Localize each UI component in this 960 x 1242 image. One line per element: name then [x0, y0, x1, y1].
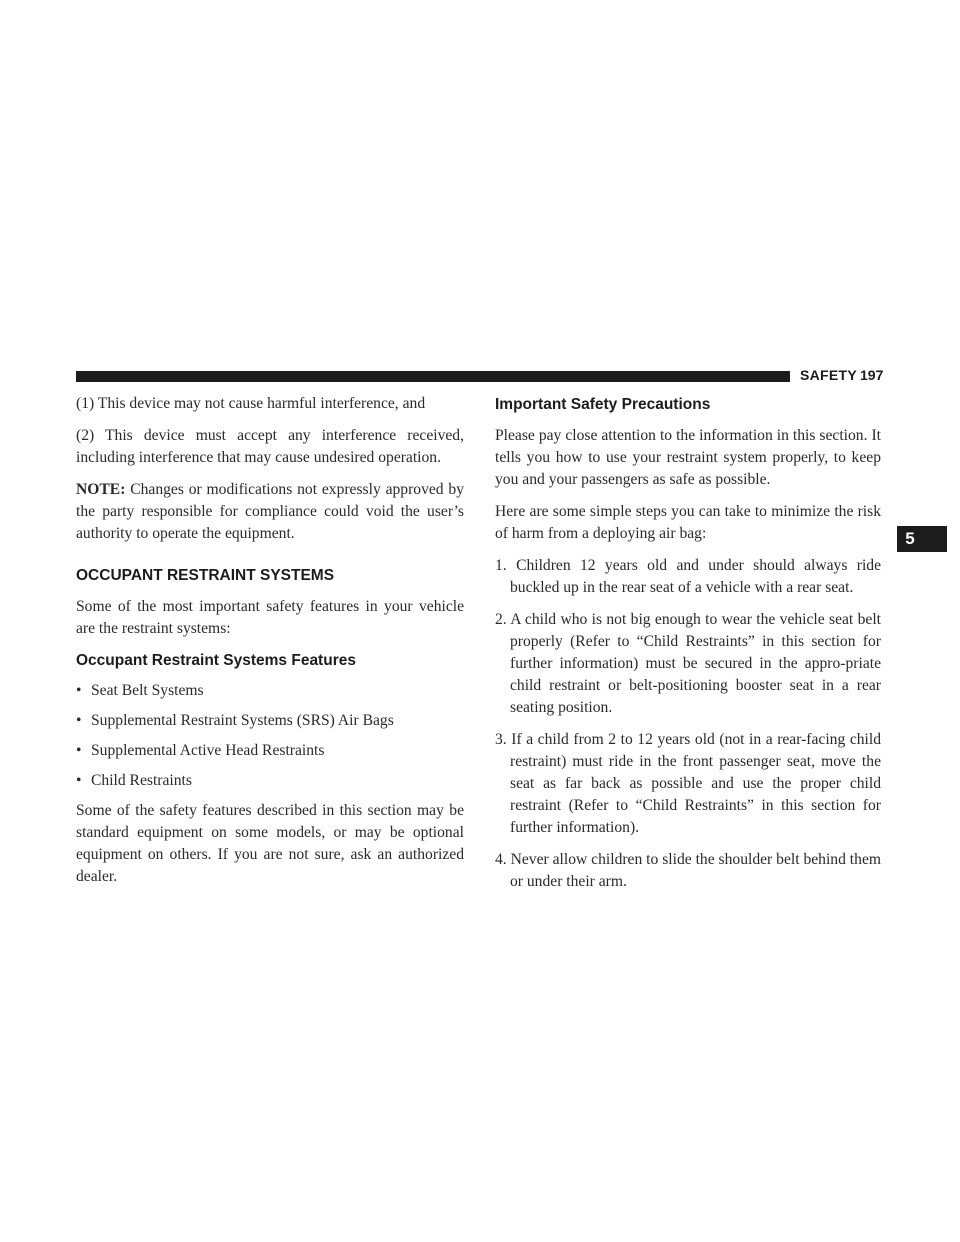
section-heading: OCCUPANT RESTRAINT SYSTEMS: [76, 567, 335, 584]
list-item: [495, 729, 881, 839]
chapter-tab: 5: [897, 526, 947, 552]
list-item: [76, 740, 464, 762]
list-item-text: Supplemental Restraint Systems (SRS) Air Bags: [91, 712, 394, 729]
list-item: [495, 609, 881, 719]
restraint-intro: Some of the most important safety features in your vehicle are the restraint systems:: [76, 598, 464, 637]
list-item-text: Child Restraints: [91, 772, 192, 789]
section-title: SAFETY: [800, 367, 858, 383]
list-item-text: Children 12 years old and under should always ride buckled up in the rear seat of a vehicle with a rear seat.: [510, 557, 881, 596]
precautions-para-1: Please pay close attention to the information in this section. It tells you how to use your restraint system properly, to keep you and your passengers as safe as possible.: [495, 427, 881, 488]
bullet-icon: •: [76, 712, 82, 729]
header-rule: [76, 371, 790, 382]
left-column: [76, 393, 464, 898]
interference-para-1: (1) This device may not cause harmful interference, and: [76, 395, 426, 412]
precautions-heading: Important Safety Precautions: [495, 396, 711, 413]
precautions-para-2: Here are some simple steps you can take to minimize the risk of harm from a deploying air bag:: [495, 503, 881, 542]
features-subheading: Occupant Restraint Systems Features: [76, 652, 356, 669]
bullet-icon: •: [76, 742, 82, 759]
closing-paragraph: Some of the safety features described in this section may be standard equipment on some models, or may be optional equipment on others. If you are not sure, ask an authorized dealer.: [76, 802, 464, 885]
list-item: [76, 770, 464, 792]
note-paragraph: [76, 479, 464, 545]
list-item-text: Never allow children to slide the shoulder belt behind them or under their arm.: [510, 851, 881, 890]
right-column: [495, 393, 881, 903]
list-item: [76, 680, 464, 702]
list-item: [495, 555, 881, 599]
bullet-icon: •: [76, 682, 82, 699]
list-item: [495, 849, 881, 893]
list-item-text: If a child from 2 to 12 years old (not in a rear-facing child restraint) must ride in the front passenger seat, move the seat as far back as possible and use the proper child restraint (Refer to “Child Restraints” in this section for further information).: [510, 731, 881, 836]
note-text: Changes or modifications not expressly approved by the party responsible for compliance could void the user’s authority to operate the equipment.: [76, 481, 464, 542]
note-label: NOTE:: [76, 481, 126, 498]
interference-para-2: (2) This device must accept any interference received, including interference that may cause undesired operation.: [76, 427, 464, 466]
list-item-text: A child who is not big enough to wear the vehicle seat belt properly (Refer to “Child Restraints” in this section for further information) must be secured in the appro-priate child restraint or belt-positioning booster seat in a rear seating position.: [510, 611, 881, 716]
list-item-text: Seat Belt Systems: [91, 682, 204, 699]
list-number: 3.: [495, 731, 507, 748]
list-number: 2.: [495, 611, 507, 628]
page-number: 197: [860, 367, 884, 383]
list-number: 4.: [495, 851, 507, 868]
bullet-icon: •: [76, 772, 82, 789]
features-list: [76, 680, 464, 792]
list-number: 1.: [495, 557, 507, 574]
list-item-text: Supplemental Active Head Restraints: [91, 742, 325, 759]
list-item: [76, 710, 464, 732]
precautions-list: [495, 555, 881, 893]
